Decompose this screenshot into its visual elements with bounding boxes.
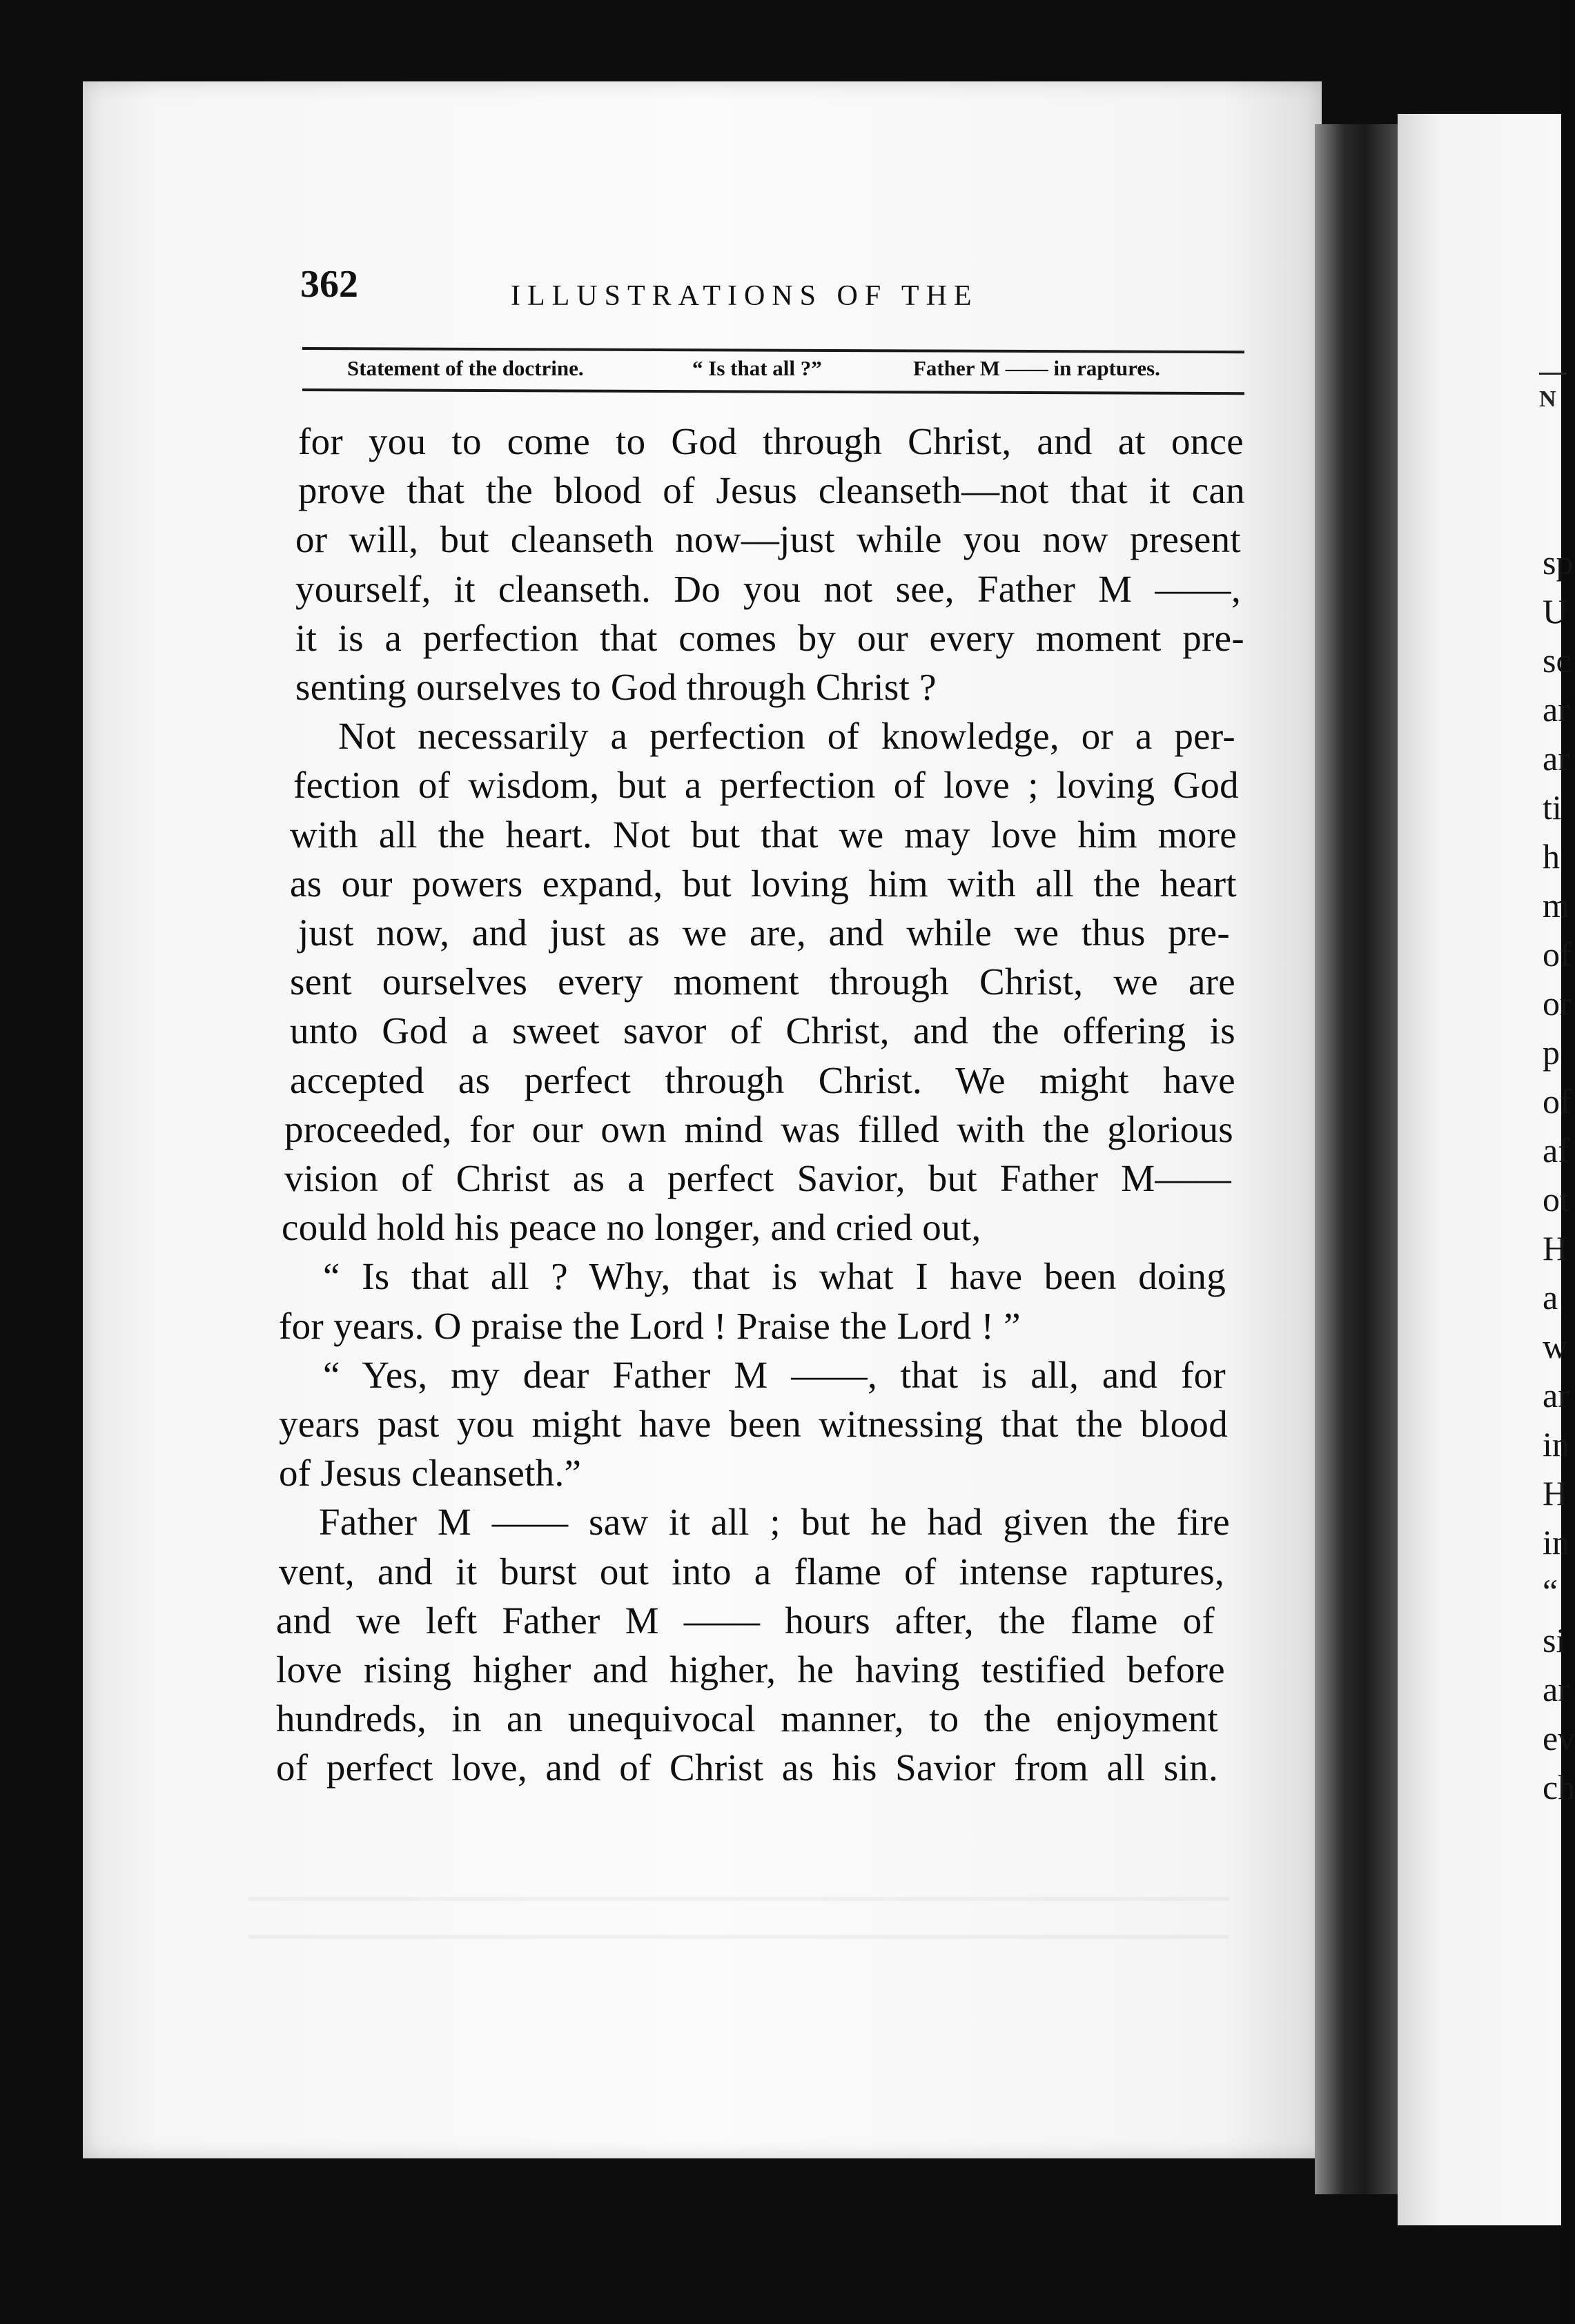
text-line: Father M —— saw it all ; but he had given the fire — [319, 1501, 1230, 1544]
text-line: senting ourselves to God through Christ ? — [295, 666, 937, 708]
text-line: love rising higher and higher, he having testified before — [276, 1648, 1225, 1691]
facing-text-fragment: H — [1543, 1474, 1568, 1513]
facing-header: N — [1539, 386, 1556, 412]
text-line: for you to come to God through Christ, and at once — [298, 420, 1244, 462]
facing-text-fragment: in — [1543, 1523, 1569, 1562]
facing-text-fragment: of — [1543, 1082, 1572, 1121]
text-line: hundreds, in an unequivocal manner, to the enjoyment — [276, 1697, 1218, 1740]
text-line: or will, but cleanseth now—just while you now present — [295, 518, 1241, 561]
facing-header-rule — [1539, 373, 1567, 375]
text-line: of perfect love, and of Christ as his Savior from all sin. — [276, 1746, 1218, 1789]
facing-text-fragment: sc — [1543, 641, 1572, 680]
text-line: fection of wisdom, but a perfection of love ; loving God — [293, 764, 1239, 807]
text-line: sent ourselves every moment through Christ, we are — [290, 961, 1235, 1003]
facing-text-fragment: of — [1543, 935, 1572, 974]
text-line: unto God a sweet savor of Christ, and the offering is — [290, 1010, 1235, 1052]
text-line: for years. O praise the Lord ! Praise the Lord ! ” — [279, 1304, 1021, 1347]
text-line: as our powers expand, but loving him with all the heart — [290, 862, 1237, 905]
text-line: “ Yes, my dear Father M ——, that is all, and for — [323, 1353, 1226, 1396]
book-gutter — [1315, 124, 1398, 2194]
facing-page — [1398, 114, 1575, 2225]
text-line: prove that the blood of Jesus cleanseth—not that it can — [298, 469, 1245, 512]
text-line: and we left Father M —— hours after, the flame of — [276, 1599, 1215, 1642]
facing-text-fragment: ar — [1543, 739, 1569, 778]
facing-text-fragment: ot — [1543, 1180, 1569, 1219]
text-line: yourself, it cleanseth. Do you not see, Father M ——, — [295, 567, 1241, 610]
show-through-ghost — [248, 1863, 1229, 1939]
text-line: proceeded, for our own mind was filled with the glorious — [284, 1107, 1233, 1150]
facing-text-fragment: ev — [1543, 1719, 1575, 1757]
topic-heading: Father M —— in raptures. — [913, 356, 1160, 380]
text-line: it is a perfection that comes by our every moment pre- — [295, 616, 1244, 659]
text-line: accepted as perfect through Christ. We might have — [290, 1058, 1235, 1101]
text-line: could hold his peace no longer, and cried out, — [282, 1206, 981, 1249]
text-line: vision of Christ as a perfect Savior, but Father M—— — [284, 1157, 1231, 1199]
facing-text-fragment: H — [1543, 1229, 1568, 1268]
facing-text-fragment: U — [1543, 592, 1568, 631]
text-line: of Jesus cleanseth.” — [279, 1452, 582, 1495]
topic-headings — [302, 352, 1244, 384]
page-number: 362 — [300, 263, 358, 306]
facing-text-fragment: ar — [1543, 1376, 1569, 1415]
text-line: years past you might have been witnessing that the blood — [279, 1403, 1228, 1445]
facing-text-fragment: sp — [1543, 543, 1574, 582]
facing-text-fragment: ch — [1543, 1768, 1575, 1806]
facing-text-fragment: or — [1543, 984, 1572, 1023]
facing-text-fragment: h — [1543, 837, 1560, 876]
topic-heading: Statement of the doctrine. — [347, 356, 584, 380]
running-head: ILLUSTRATIONS OF THE — [511, 280, 979, 312]
text-line: vent, and it burst out into a flame of intense raptures, — [279, 1550, 1224, 1593]
text-line: just now, and just as we are, and while we thus pre- — [298, 912, 1230, 954]
facing-text-fragment: in — [1543, 1425, 1569, 1464]
text-line: Not necessarily a perfection of knowledge, or a per- — [338, 715, 1235, 758]
facing-text-fragment: p — [1543, 1033, 1560, 1072]
text-line: “ Is that all ? Why, that is what I have been doing — [323, 1255, 1226, 1298]
topic-heading: “ Is that all ?” — [692, 356, 822, 380]
text-line: with all the heart. Not but that we may love him more — [290, 813, 1237, 856]
facing-text-fragment: ar — [1543, 690, 1569, 729]
facing-text-fragment: ar — [1543, 1670, 1569, 1708]
facing-text-fragment: w — [1543, 1327, 1568, 1366]
facing-text-fragment: af — [1543, 1131, 1569, 1170]
facing-text-fragment: “ — [1543, 1572, 1558, 1611]
facing-text-fragment: ti — [1543, 788, 1562, 827]
facing-text-fragment: m — [1543, 886, 1569, 925]
facing-text-fragment: a — [1543, 1278, 1558, 1317]
facing-text-fragment: si — [1543, 1621, 1566, 1660]
